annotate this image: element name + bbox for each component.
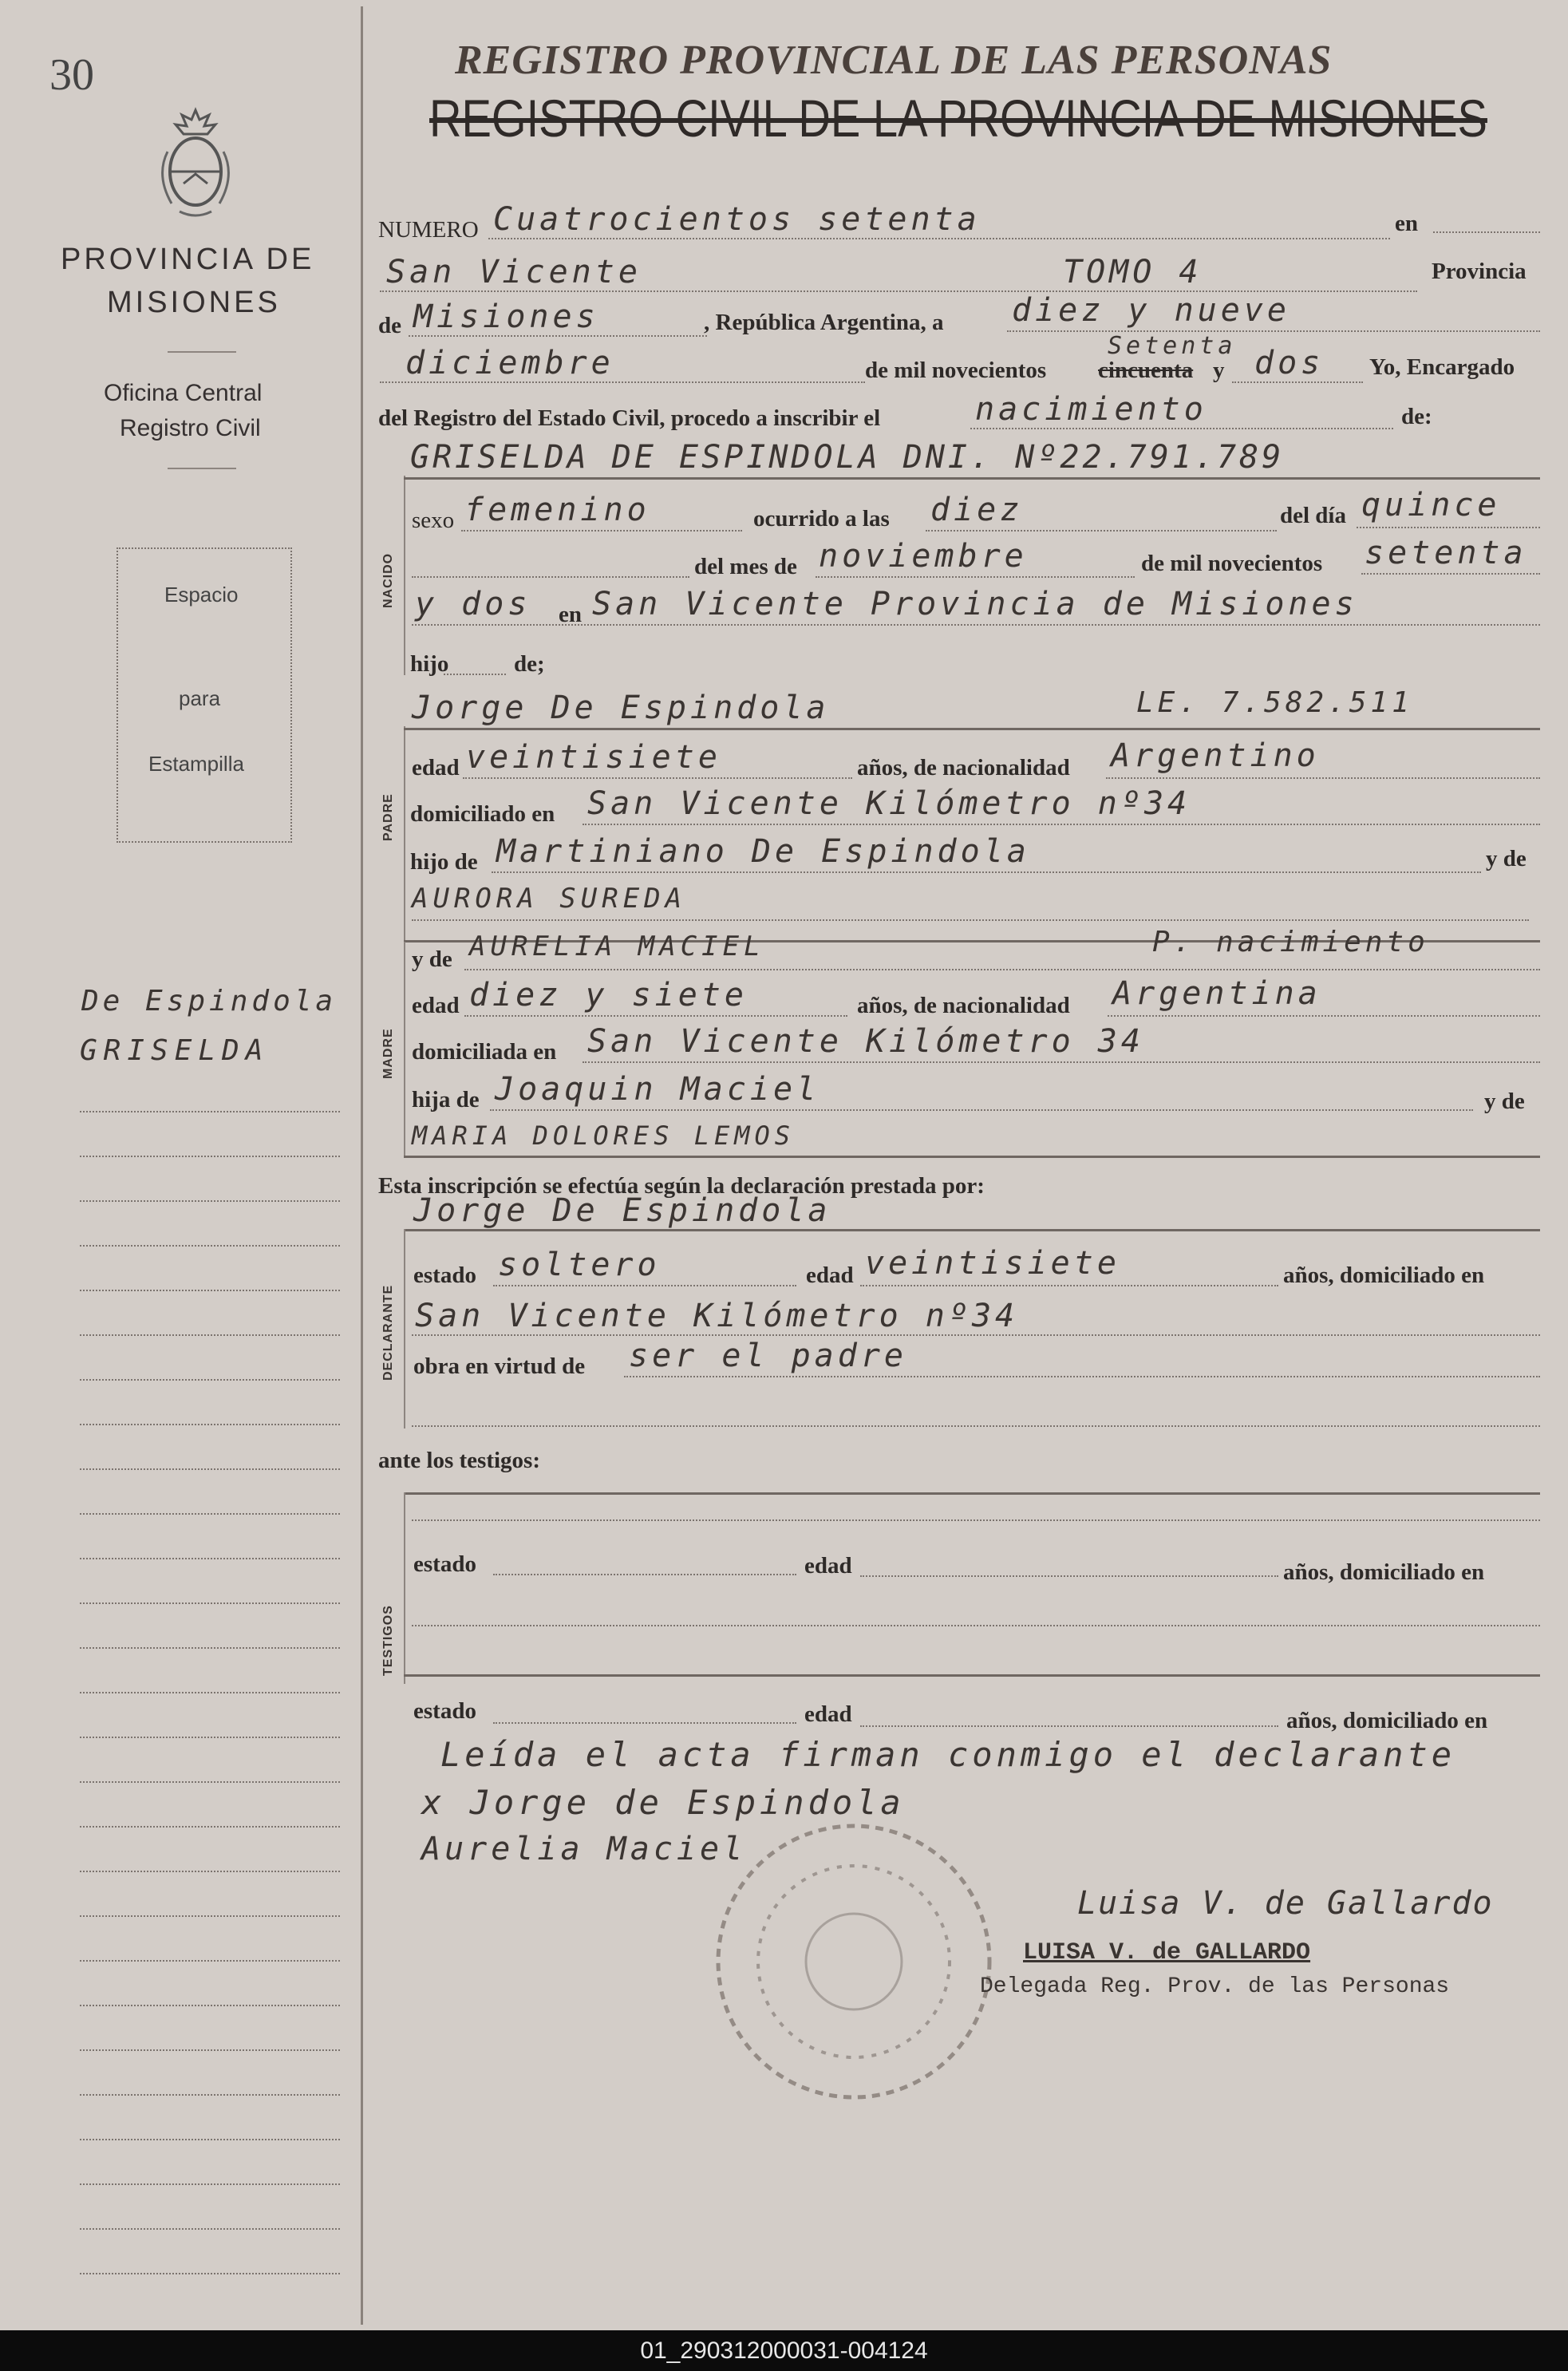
label-del-registro: del Registro del Estado Civil, procedo a inscribir el — [378, 405, 881, 431]
label-decl-edad: edad — [806, 1263, 854, 1288]
stamp-box-text-3: Estampilla — [148, 752, 244, 776]
label-padre-dom: domiciliado en — [410, 801, 555, 827]
line-testigo2-edad — [860, 1725, 1278, 1727]
line-madre-nombre — [464, 969, 1540, 970]
province-name-line1: PROVINCIA DE — [61, 243, 315, 276]
field-decl-edad: veintisiete — [865, 1245, 1120, 1282]
label-madre-edad: edad — [412, 993, 460, 1018]
field-abuelo-mat: Joaquin Maciel — [495, 1071, 820, 1108]
field-anio-nac: setenta — [1365, 535, 1527, 571]
line-hora — [926, 530, 1277, 531]
margin-divider — [361, 6, 363, 2325]
line-provincia — [409, 335, 707, 337]
line-obra-2 — [412, 1425, 1540, 1427]
line-decl-edad — [860, 1285, 1278, 1286]
section-label-nacido: NACIDO — [381, 552, 395, 608]
label-en: en — [1395, 211, 1418, 236]
stamp-box-text-2: para — [179, 686, 221, 710]
line-padre-nombre — [404, 728, 1540, 730]
label-del-mes: del mes de — [694, 554, 797, 579]
section-bracket-padre — [404, 726, 405, 942]
office-line1: Oficina Central — [104, 380, 263, 406]
line-nombre — [404, 477, 1540, 480]
margin-note-surname: De Espindola — [81, 985, 338, 1018]
label-padre-nac: años, de nacionalidad — [857, 755, 1070, 780]
line-decl-dom — [412, 1334, 1540, 1336]
line-testigo2-top — [404, 1674, 1540, 1677]
label-madre-nac: años, de nacionalidad — [857, 993, 1070, 1018]
label-de-colon: de: — [1401, 404, 1432, 429]
section-label-madre: MADRE — [381, 1028, 395, 1079]
field-declarante: Jorge De Espindola — [413, 1192, 831, 1229]
office-line2: Registro Civil — [120, 415, 261, 441]
field-mes: noviembre — [819, 538, 1028, 575]
label-provincia: Provincia — [1432, 259, 1527, 284]
field-abuela-pat: AURORA SUREDA — [412, 883, 687, 915]
label-numero: NUMERO — [378, 217, 479, 243]
section-label-declarante: DECLARANTE — [381, 1284, 395, 1381]
label-y-de-1: y de — [1486, 846, 1527, 871]
section-label-padre: PADRE — [381, 793, 395, 841]
label-del-dia: del día — [1280, 503, 1346, 528]
field-padre-edad: veintisiete — [466, 739, 721, 776]
province-name-line2: MISIONES — [107, 286, 281, 319]
field-hora: diez — [930, 492, 1024, 528]
field-abuela-mat: MARIA DOLORES LEMOS — [412, 1120, 796, 1151]
stamp-box-text-1: Espacio — [164, 583, 239, 607]
field-numero: Cuatrocientos setenta — [493, 201, 981, 238]
field-tomo: TOMO 4 — [1063, 254, 1203, 290]
field-lugar-nac: San Vicente Provincia de Misiones — [592, 586, 1358, 622]
field-madre-dom: San Vicente Kilómetro 34 — [587, 1023, 1144, 1060]
line-fecha-mes — [380, 381, 865, 383]
label-cincuenta-struck: cincuenta — [1098, 358, 1194, 383]
field-sexo: femenino — [464, 492, 650, 528]
line-numero — [488, 238, 1390, 239]
field-madre-nota: P. nacimiento — [1152, 926, 1429, 958]
label-hija-de: hija de — [412, 1087, 480, 1112]
line-en — [1433, 231, 1540, 233]
line-inscribir — [970, 428, 1393, 429]
divider — [168, 351, 236, 353]
label-de-mil: de mil novecientos — [865, 358, 1047, 383]
label-hijo: hijo — [410, 651, 449, 677]
label-testigo2-anios: años, domiciliado en — [1286, 1708, 1488, 1733]
stamp-box — [117, 547, 292, 843]
label-republica: , República Argentina, a — [704, 310, 944, 335]
signature-madre: Aurelia Maciel — [421, 1831, 747, 1867]
official-title-stamp: Delegada Reg. Prov. de las Personas — [980, 1974, 1450, 1999]
field-decl-dom: San Vicente Kilómetro nº34 — [415, 1298, 1019, 1334]
field-dia: quince — [1361, 487, 1501, 524]
field-anio-final: dos — [1254, 345, 1325, 381]
header-stamp-line1: REGISTRO PROVINCIAL DE LAS PERSONAS — [455, 38, 1333, 83]
signature-declarante: x Jorge de Espindola — [421, 1783, 905, 1822]
line-testigo2-estado — [493, 1722, 796, 1724]
line-mes-pre — [412, 576, 689, 578]
line-abuelo-mat — [490, 1109, 1473, 1111]
field-anio-tachado: Setenta — [1108, 332, 1237, 360]
line-madre-dom — [583, 1061, 1540, 1063]
section-bracket-testigos — [404, 1492, 405, 1684]
line-anio-final — [1232, 381, 1363, 383]
divider — [168, 468, 236, 469]
label-y-de-madre: y de — [412, 946, 452, 972]
line-abuela-mat — [404, 1156, 1540, 1158]
line-decl-estado — [493, 1285, 796, 1286]
line-mes — [816, 576, 1135, 578]
line-testigo1-dom — [412, 1625, 1540, 1626]
label-esta-inscripcion: Esta inscripción se efectúa según la declaración prestada por: — [378, 1173, 985, 1199]
section-label-testigos: TESTIGOS — [381, 1605, 395, 1676]
line-madre-edad — [464, 1015, 847, 1017]
official-name-stamp: LUISA V. de GALLARDO — [1023, 1939, 1311, 1966]
line-hijo — [444, 674, 506, 675]
header-title: REGISTRO CIVIL DE LA PROVINCIA DE MISIONES — [429, 89, 1487, 148]
signature-oficial: Luisa V. de Gallardo — [1077, 1885, 1494, 1922]
line-fecha-dia — [1007, 330, 1540, 332]
line-padre-nac — [1106, 777, 1540, 779]
line-padre-edad — [463, 777, 852, 779]
label-de-semicolon: de; — [514, 651, 545, 677]
label-testigo2-edad: edad — [804, 1701, 852, 1727]
label-madre-dom: domiciliada en — [412, 1039, 557, 1065]
field-abuelo-pat: Martiniano De Espindola — [496, 833, 1030, 870]
field-padre-dom: San Vicente Kilómetro nº34 — [587, 785, 1191, 822]
label-de: de — [378, 313, 401, 338]
label-testigos: ante los testigos: — [378, 1448, 540, 1473]
label-obra: obra en virtud de — [413, 1353, 586, 1379]
label-testigo1-edad: edad — [804, 1553, 852, 1579]
line-testigo1-name — [412, 1519, 1540, 1521]
label-decl-estado: estado — [413, 1263, 476, 1288]
section-bracket-nacido — [404, 476, 405, 675]
field-madre-nombre: AURELIA MACIEL — [469, 931, 765, 962]
line-abuelo-pat — [492, 871, 1481, 873]
field-decl-estado: soltero — [498, 1247, 661, 1283]
line-padre-dom — [583, 824, 1540, 825]
line-declarante — [404, 1229, 1540, 1231]
line-testigo1-estado — [493, 1574, 796, 1575]
field-madre-nac: Argentina — [1112, 975, 1321, 1012]
field-fecha-mes: diciembre — [405, 345, 614, 381]
label-testigo1-anios: años, domiciliado en — [1283, 1559, 1485, 1585]
line-madre-nac — [1108, 1015, 1540, 1017]
line-anio-nac — [1361, 573, 1540, 575]
label-y-de-2: y de — [1484, 1089, 1525, 1114]
field-padre-nombre: Jorge De Espindola — [412, 690, 830, 726]
label-testigo2-estado: estado — [413, 1698, 476, 1724]
field-fecha-dia: diez y nueve — [1012, 292, 1290, 329]
line-dia — [1357, 527, 1540, 528]
field-padre-nac: Argentino — [1111, 737, 1320, 774]
image-id-footer: 01_290312000031-004124 — [0, 2330, 1568, 2371]
page-number: 30 — [49, 50, 94, 100]
margin-note-name: GRISELDA — [80, 1034, 270, 1067]
field-provincia: Misiones — [413, 298, 599, 335]
field-anio-nac-cont: y dos — [415, 586, 531, 622]
line-testigo-top — [404, 1492, 1540, 1495]
coat-of-arms-icon — [152, 104, 239, 223]
line-obra — [624, 1376, 1540, 1377]
label-ocurrido: ocurrido a las — [753, 506, 890, 531]
section-bracket-madre — [404, 942, 405, 1157]
field-madre-edad: diez y siete — [469, 977, 748, 1014]
line-lugar-nac — [412, 624, 1540, 626]
section-bracket-declarante — [404, 1229, 405, 1429]
label-testigo1-estado: estado — [413, 1551, 476, 1577]
label-sexo: sexo — [412, 508, 455, 533]
field-obra: ser el padre — [629, 1338, 907, 1374]
closing-text: Leída el acta firman conmigo el declarante — [440, 1735, 1456, 1774]
label-hijo-de: hijo de — [410, 849, 478, 875]
field-inscribir: nacimiento — [975, 391, 1207, 428]
label-yo-encargado: Yo, Encargado — [1369, 354, 1515, 380]
label-padre-edad: edad — [412, 755, 460, 780]
field-nombre: GRISELDA DE ESPINDOLA DNI. Nº22.791.789 — [410, 439, 1285, 476]
label-de-mil-nov: de mil novecientos — [1141, 551, 1323, 576]
field-lugar: San Vicente — [386, 254, 642, 290]
label-decl-anios: años, domiciliado en — [1283, 1263, 1485, 1288]
line-abuela-pat — [412, 919, 1529, 921]
line-testigo1-edad — [860, 1575, 1278, 1577]
label-y: y — [1213, 358, 1225, 383]
line-sexo — [461, 530, 742, 531]
label-en-lugar: en — [559, 602, 582, 627]
field-padre-doc: LE. 7.582.511 — [1136, 686, 1413, 719]
official-seal-icon — [702, 1810, 1005, 2113]
